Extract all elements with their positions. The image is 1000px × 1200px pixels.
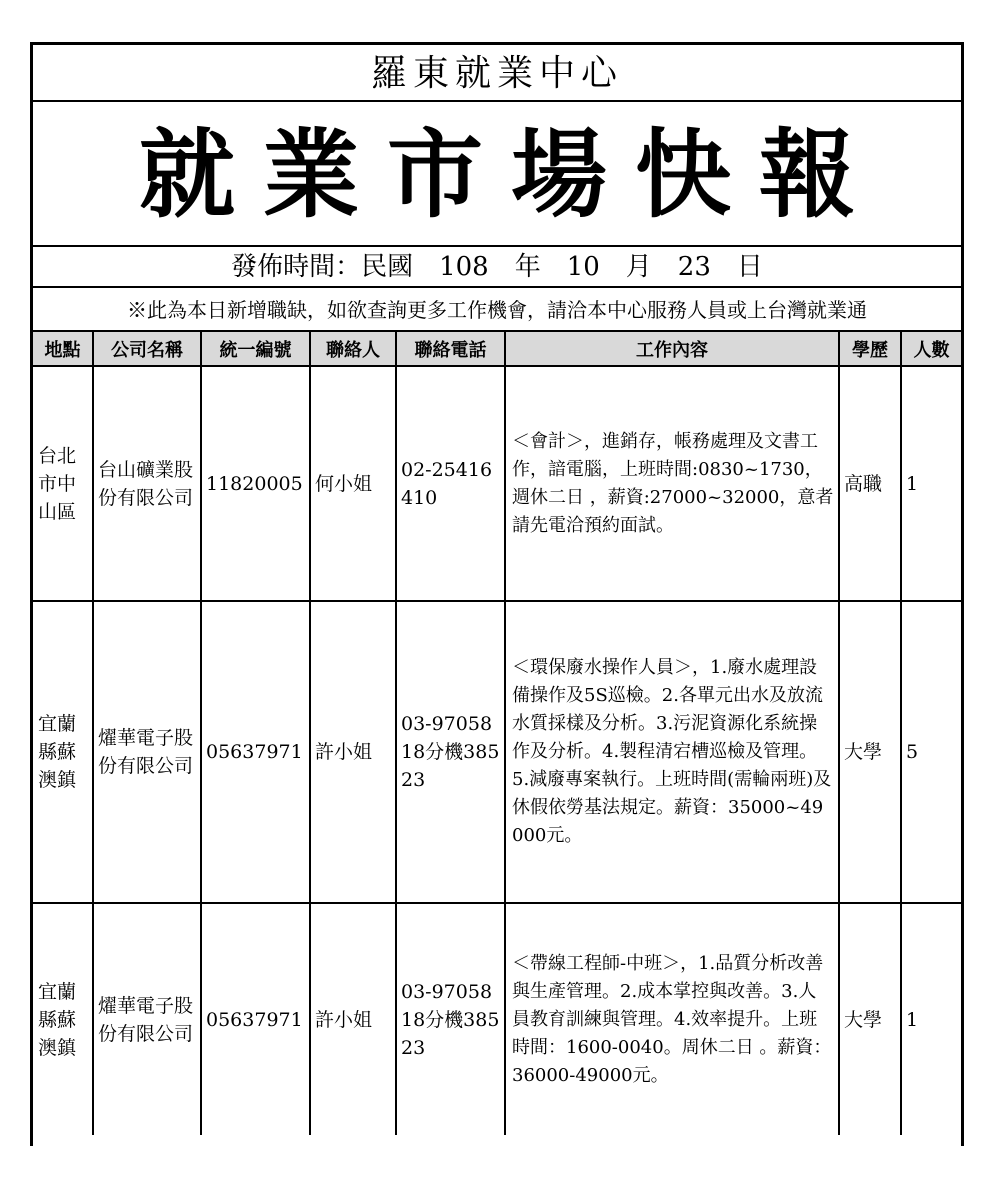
center-name: 羅東就業中心 [33,45,961,102]
phone-cell: 03-9705818分機38523 [396,903,505,1135]
company-cell: 燿華電子股份有限公司 [93,903,201,1135]
education-cell: 大學 [839,903,901,1135]
tax-id-cell: 05637971 [201,601,310,903]
table-header-row [33,332,961,366]
company-cell: 台山礦業股份有限公司 [93,366,201,601]
count-cell: 5 [901,601,961,903]
column-header-education: 學歷 [839,332,901,366]
publish-date: 發佈時間：民國 108 年 10 月 23 日 [33,247,961,288]
main-title: 就業市場快報 [33,102,961,247]
table-row [33,601,961,903]
column-header-company: 公司名稱 [93,332,201,366]
location-cell: 台北市中山區 [33,366,93,601]
phone-cell: 03-9705818分機38523 [396,601,505,903]
column-header-count: 人數 [901,332,961,366]
job-content-cell: ＜會計＞，進銷存，帳務處理及文書工作，諳電腦，上班時間:0830~1730，週休二日 ，薪資:27000~32000，意者請先電洽預約面試。 [505,366,839,601]
column-header-phone: 聯絡電話 [396,332,505,366]
column-header-contact: 聯絡人 [310,332,396,366]
count-cell: 1 [901,366,961,601]
table-row [33,903,961,1135]
column-header-location: 地點 [33,332,93,366]
notice-text: ※此為本日新增職缺，如欲查詢更多工作機會，請洽本中心服務人員或上台灣就業通 [33,288,961,332]
table-row [33,366,961,601]
contact-cell: 許小姐 [310,903,396,1135]
education-cell: 大學 [839,601,901,903]
contact-cell: 何小姐 [310,366,396,601]
column-header-tax-id: 統一編號 [201,332,310,366]
count-cell: 1 [901,903,961,1135]
job-content-cell: ＜環保廢水操作人員＞，1.廢水處理設備操作及5S巡檢。2.各單元出水及放流水質採樣及分析。3.污泥資源化系統操作及分析。4.製程清宕槽巡檢及管理。5.減廢專案執行。上班時間(需輪兩班)及休假依勞基法規定。薪資：35000~49000元。 [505,601,839,903]
tax-id-cell: 11820005 [201,366,310,601]
phone-cell: 02-25416410 [396,366,505,601]
job-table [33,332,961,1135]
tax-id-cell: 05637971 [201,903,310,1135]
contact-cell: 許小姐 [310,601,396,903]
education-cell: 高職 [839,366,901,601]
location-cell: 宜蘭縣蘇澳鎮 [33,601,93,903]
company-cell: 燿華電子股份有限公司 [93,601,201,903]
job-content-cell: ＜帶線工程師-中班＞，1.品質分析改善與生產管理。2.成本掌控與改善。3.人員教育訓練與管理。4.效率提升。上班時間：1600-0040。周休二日 。薪資：36000-49000元。 [505,903,839,1135]
bulletin-sheet [30,42,964,1146]
location-cell: 宜蘭縣蘇澳鎮 [33,903,93,1135]
column-header-job-content: 工作內容 [505,332,839,366]
